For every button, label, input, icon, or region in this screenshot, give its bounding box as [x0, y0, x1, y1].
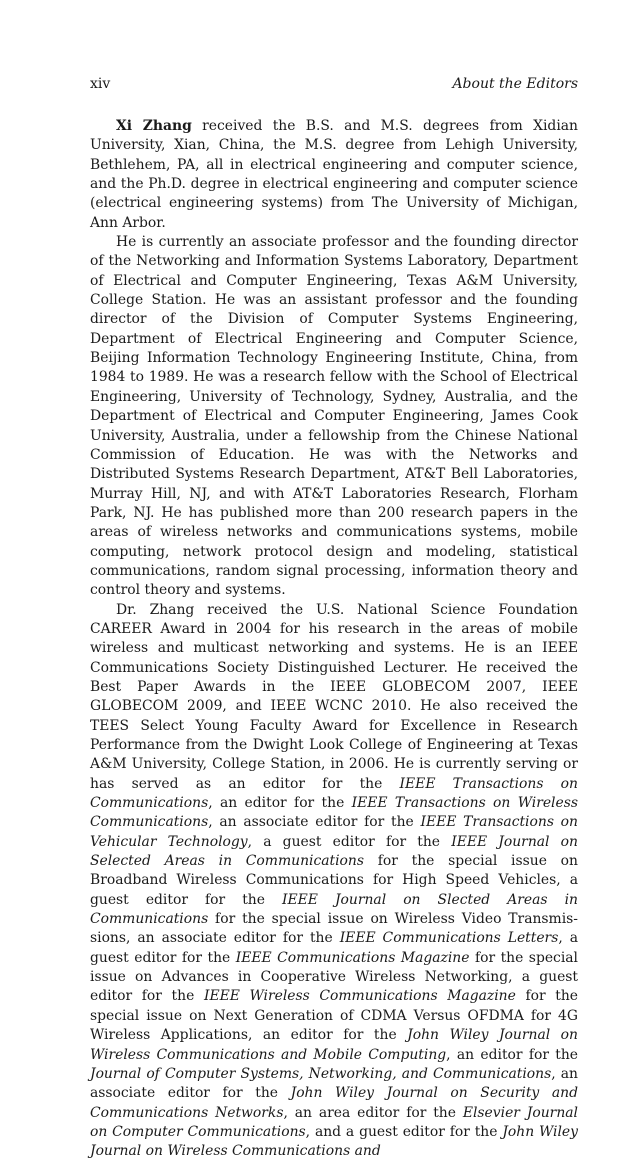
journal-title: IEEE Journal on Slected Areas in Communications	[90, 891, 578, 928]
journal-title: IEEE Wireless Communications Magazine	[203, 988, 516, 1005]
journal-title: IEEE Transactions on Vehicular Technology	[90, 814, 578, 850]
journal-title: John Wiley Journal on Security and Communications Networks	[90, 1085, 578, 1121]
paragraph-3-text: , an area editor for the	[283, 1104, 463, 1121]
paragraph-3-text: , an associate editor for the	[208, 814, 421, 831]
paragraph-1-text: received the B.S. and M.S. degrees from Xidian University, Xian, China, the M.S. degree from Lehigh University, Bethlehem, PA, all in electrical engineering and computer science, and the Ph.D. degree in electrical engineering and computer science (electrical engineering systems) from The University of Michigan, Ann Arbor.	[90, 118, 578, 231]
paragraph-3-text: for the special issue on Next Generation of CDMA Versus OFDMA for 4G Wireless Applications, an editor for the	[90, 988, 578, 1044]
paragraph-1	[90, 117, 578, 233]
paragraph-3-text: , an editor for the	[208, 795, 352, 812]
paragraph-3-text: for the special issue on Advances in Cooperative Wireless Networking, a guest editor for the	[90, 949, 578, 1005]
paragraph-2: He is currently an associate professor and the founding director of the Networking and Information Systems Laboratory, Department of Electrical and Computer Engineering, Texas A&M University, College Station. He was an assistant professor and the founding director of the Division of Computer Systems Engineering, Department of Electrical Engineering and Computer Science, Beijing Information Technology Engineering Institute, China, from 1984 to 1989. He was a research fellow with the School of Electrical Engineering, University of Technology, Sydney, Australia, and the Department of Electrical and Computer Engineering, James Cook University, Australia, under a fellowship from the Chinese National Commission of Education. He was with the Networks and Distributed Systems Research Department, AT&T Bell Laboratories, Murray Hill, NJ, and with AT&T Laboratories Research, Florham Park, NJ. He has published more than 200 research papers in the areas of wireless networks and communications systems, mobile computing, network protocol design and modeling, statistical communications, random signal processing, information theory and control theory and systems.	[90, 234, 578, 599]
paragraph-3-text: , an editor for the	[446, 1046, 578, 1063]
paragraph-3-text: for the special issue on Broadband Wireless Communications for High Speed Vehicles, a guest editor for the	[90, 853, 578, 908]
journal-title: IEEE Journal on Selected Areas in Communications	[90, 833, 578, 870]
journal-title: Journal of Computer Systems, Networking, and Communications	[90, 1065, 552, 1082]
paragraph-3	[90, 601, 578, 1162]
journal-title: Elsevier Journal on Computer Communications	[90, 1104, 578, 1140]
journal-title: IEEE Transactions on Communications	[90, 775, 578, 812]
editor-biography	[90, 117, 578, 1162]
paragraph-3-text: , an associate editor for the	[90, 1065, 578, 1102]
journal-title: John Wiley Journal on Wireless Communications and	[90, 1123, 578, 1160]
journal-title: IEEE Communications Magazine	[235, 949, 470, 966]
journal-title: IEEE Transactions on Wireless Communications	[90, 795, 578, 831]
journal-title: IEEE Communications Letters	[339, 930, 559, 947]
paragraph-3-text: , and a guest editor for the	[305, 1123, 503, 1140]
page-number: xiv	[90, 76, 111, 92]
paragraph-3-text: , a guest editor for the	[247, 833, 452, 850]
paragraph-3-text: Dr. Zhang received the U.S. National Science Foundation CAREER Award in 2004 for his research in the areas of mobile wireless and multicast networking and systems. He is an IEEE Communications Society Distinguished Lecturer. He received the Best Paper Awards in the IEEE GLOBECOM 2007, IEEE GLOBECOM 2009, and IEEE WCNC 2010. He also received the TEES Select Young Faculty Award for Excellence in Research Performance from the Dwight Look College of Engineering at Texas A&M University, College Station, in 2006. He is currently serving or has served as an editor for the	[90, 601, 578, 792]
running-title: About the Editors	[452, 76, 578, 92]
paragraph-3-text: for the special issue on Wireless Video Transmissions, an associate editor for the	[90, 911, 578, 947]
page-header	[90, 76, 578, 96]
editor-name: Xi Zhang	[116, 118, 192, 134]
journal-title: John Wiley Journal on Wireless Communications and Mobile Computing	[90, 1027, 578, 1063]
paragraph-3-text: , a guest editor for the	[90, 930, 578, 966]
